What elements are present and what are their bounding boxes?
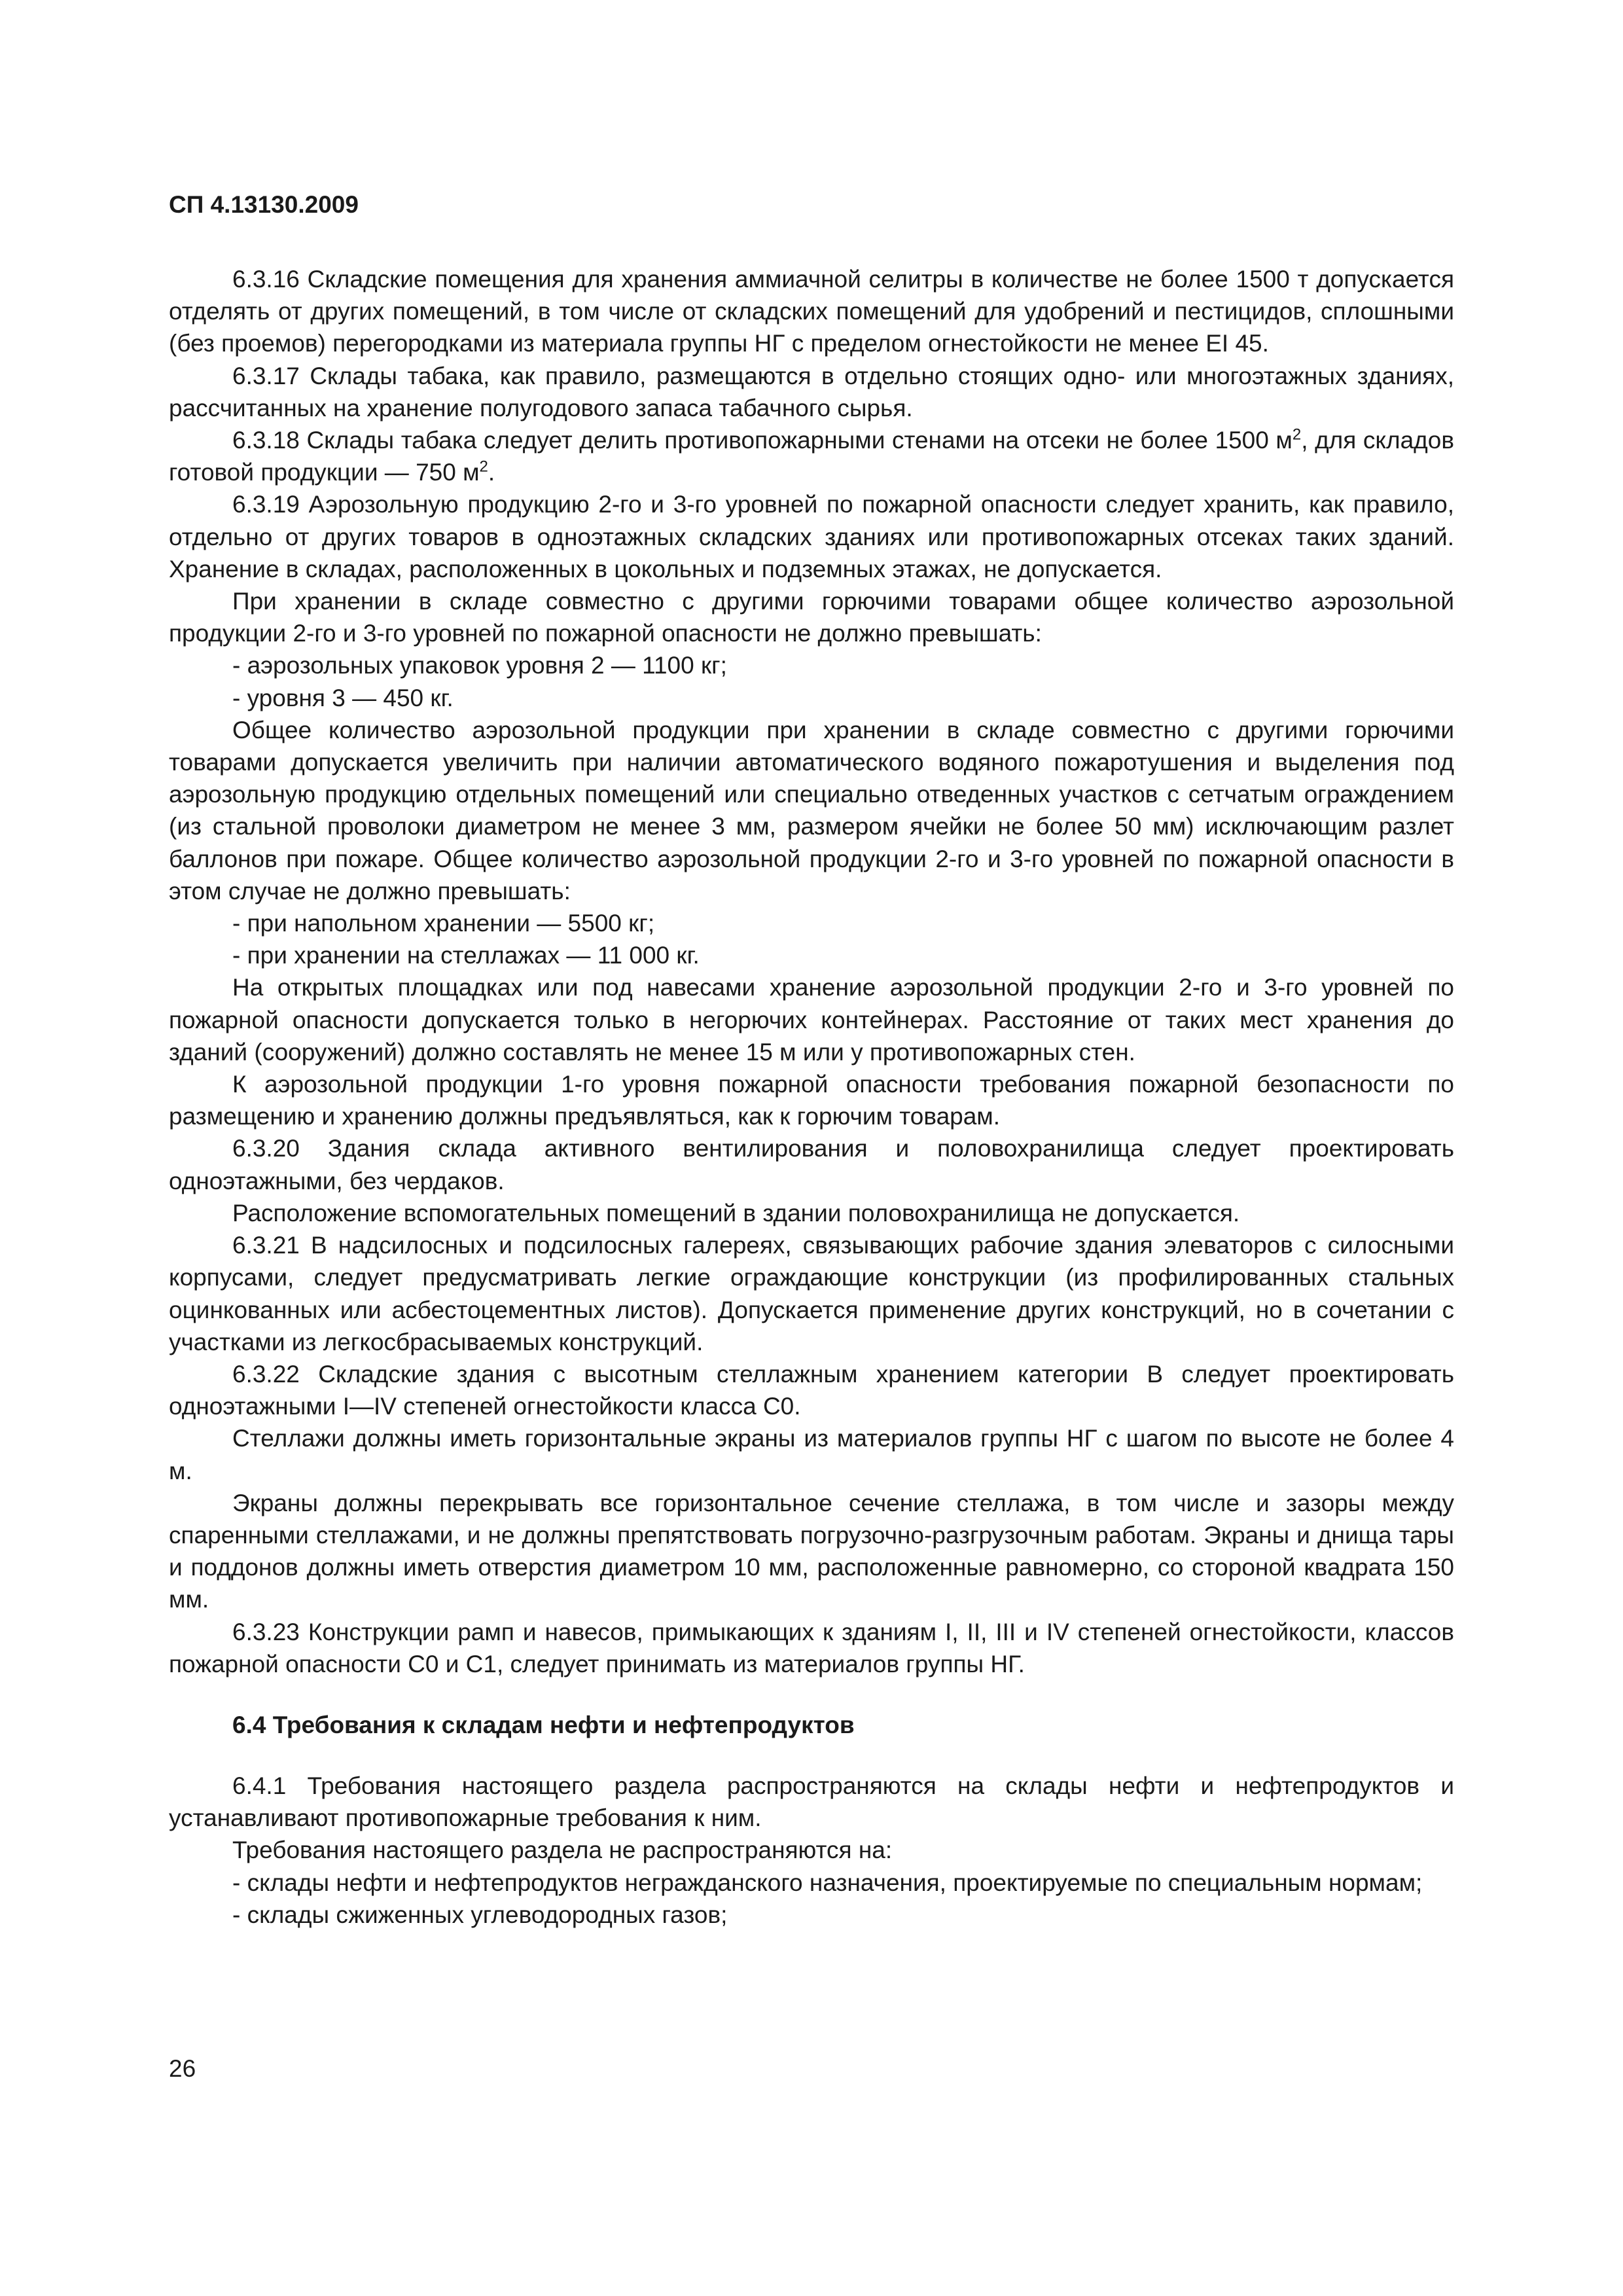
list-item: - при напольном хранении — 5500 кг; xyxy=(232,910,655,937)
paragraph: - склады нефти и нефтепродуктов негражданского назначения, проектируемые по специальным нормам; xyxy=(232,1869,1423,1896)
paragraph: К аэрозольной продукции 1-го уровня пожарной опасности требования пожарной безопасности по размещению и хранению должны предъявляться, как к горючим товарам. xyxy=(169,1071,1454,1130)
paragraph: При хранении в складе совместно с другими горючими товарами общее количество аэрозольной продукции 2-го и 3-го уровней по пожарной опасности не должно превышать: xyxy=(169,588,1454,647)
paragraph: Экраны должны перекрывать все горизонтальное сечение стеллажа, в том числе и зазоры между спаренными стеллажами, и не должны препятствовать погрузочно-разгрузочным работам. Экраны и днища тары и поддонов должны иметь отверстия диаметром 10 мм, расположенные равномерно, со стороной квадрата 150 мм. xyxy=(169,1489,1454,1613)
paragraph: 6.3.19 Аэрозольную продукцию 2-го и 3-го уровней по пожарной опасности следует хранить, как правило, отдельно от других товаров в одноэтажных складских зданиях или противопожарных отсеках таких зданий. Хранение в складах, расположенных в цокольных и подземных этажах, не допускается. xyxy=(169,491,1454,583)
list-item: - при хранении на стеллажах — 11 000 кг. xyxy=(232,942,700,969)
paragraph-text: , для складов готовой продукции — 750 м xyxy=(169,427,1454,486)
paragraph-6-3-17: 6.3.17 Склады табака, как правило, размещаются в отдельно стоящих одно- или многоэтажных зданиях, рассчитанных на хранение полугодового запаса табачного сырья. xyxy=(169,362,1454,422)
paragraph: Стеллажи должны иметь горизонтальные экраны из материалов группы НГ с шагом по высоте не более 4 м. xyxy=(169,1425,1454,1484)
paragraph: 6.3.23 Конструкции рамп и навесов, примыкающих к зданиям I, II, III и IV степеней огнестойкости, классов пожарной опасности С0 и С1, следует принимать из материалов группы НГ. xyxy=(169,1618,1454,1677)
paragraph-group xyxy=(169,488,1454,1680)
paragraph: Требования настоящего раздела не распространяются на: xyxy=(232,1837,893,1864)
paragraph-text: . xyxy=(488,459,495,486)
superscript: 2 xyxy=(479,457,488,476)
document-page xyxy=(169,0,1454,2296)
paragraph: 6.3.20 Здания склада активного вентилирования и половохранилища следует проектировать одноэтажными, без чердаков. xyxy=(169,1135,1454,1194)
paragraph: 6.3.22 Складские здания с высотным стеллажным хранением категории В следует проектировать одноэтажными I—IV степеней огнестойкости класса С0. xyxy=(169,1360,1454,1420)
paragraph: Общее количество аэрозольной продукции при хранении в складе совместно с другими горючими товарами допускается увеличить при наличии автоматического водяного пожаротушения и выделения под аэрозольную продукцию отдельных помещений или специально отведенных участков с сетчатым ограждением (из стальной проволоки диаметром не менее 3 мм, размером ячейки не более 50 мм) исключающим разлет баллонов при пожаре. Общее количество аэрозольной продукции 2-го и 3-го уровней по пожарной опасности в этом случае не должно превышать: xyxy=(169,716,1454,905)
paragraph: 6.4.1 Требования настоящего раздела распространяются на склады нефти и нефтепродуктов и устанавливают противопожарные требования к ним. xyxy=(169,1772,1454,1832)
list-item: - уровня 3 — 450 кг. xyxy=(232,684,454,711)
superscript: 2 xyxy=(1292,425,1302,444)
paragraph: Расположение вспомогательных помещений в здании половохранилища не допускается. xyxy=(232,1199,1240,1227)
paragraph-group xyxy=(169,1770,1454,1931)
paragraph: 6.3.21 В надсилосных и подсилосных галереях, связывающих рабочие здания элеваторов с силосными корпусами, следует предусматривать легкие ограждающие конструкции (из профилированных стальных оцинкованных или асбестоцементных листов). Допускается применение других конструкций, но в сочетании с участками из легкосбрасываемых конструкций. xyxy=(169,1232,1454,1355)
paragraph-text: 6.3.18 Склады табака следует делить противопожарными стенами на отсеки не более 1500 м xyxy=(232,427,1293,454)
section-heading: 6.4 Требования к складам нефти и нефтепродуктов xyxy=(232,1711,855,1738)
page-number: 26 xyxy=(169,2055,196,2082)
document-code-header: СП 4.13130.2009 xyxy=(169,191,359,218)
list-item: - аэрозольных упаковок уровня 2 — 1100 кг; xyxy=(232,652,727,679)
paragraph: На открытых площадках или под навесами хранение аэрозольной продукции 2-го и 3-го уровней по пожарной опасности допускается только в негорючих контейнерах. Расстояние от таких мест хранения до зданий (сооружений) должно составлять не менее 15 м или у противопожарных стен. xyxy=(169,974,1454,1066)
document-body xyxy=(169,263,1454,1931)
paragraph-6-3-16: 6.3.16 Складские помещения для хранения аммиачной селитры в количестве не более 1500 т допускается отделять от других помещений, в том числе от складских помещений для удобрений и пестицидов, сплошными (без проемов) перегородками из материала группы НГ с пределом огнестойкости не менее EI 45. xyxy=(169,266,1454,357)
paragraph-6-3-18 xyxy=(169,424,1454,488)
list-item: - склады сжиженных углеводородных газов; xyxy=(232,1901,728,1928)
